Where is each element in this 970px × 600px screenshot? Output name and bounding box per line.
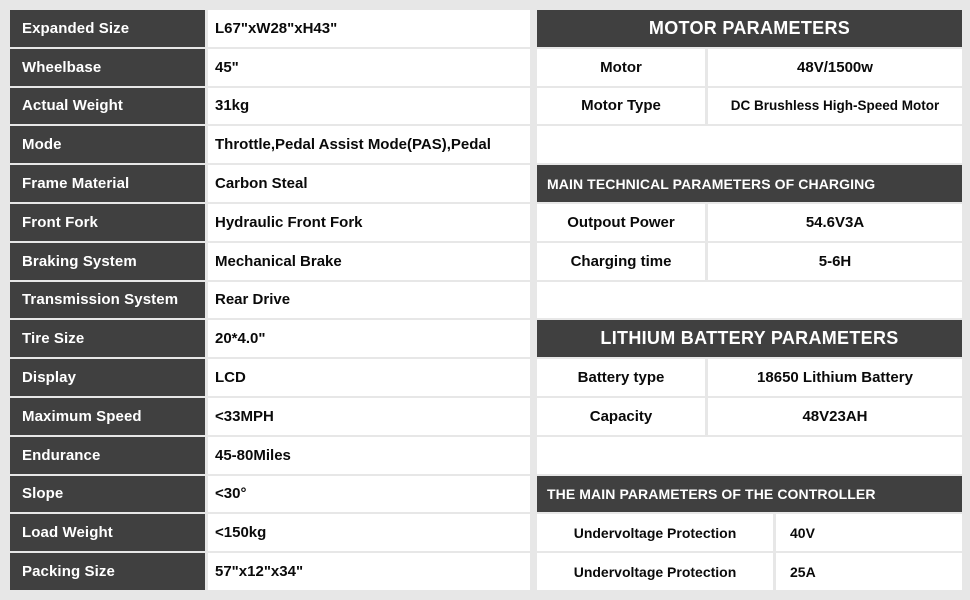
section-header: LITHIUM BATTERY PARAMETERS bbox=[537, 320, 962, 357]
spec-table-row bbox=[10, 359, 530, 396]
parameter-row bbox=[537, 553, 962, 590]
spec-label: Expanded Size bbox=[10, 10, 205, 47]
spacer-cell bbox=[537, 282, 962, 319]
parameter-label: Undervoltage Protection bbox=[537, 553, 773, 590]
spec-value: Hydraulic Front Fork bbox=[208, 204, 530, 241]
spec-label: Maximum Speed bbox=[10, 398, 205, 435]
spec-table-row bbox=[10, 514, 530, 551]
spec-table-row bbox=[10, 320, 530, 357]
spec-label: Tire Size bbox=[10, 320, 205, 357]
parameter-value: 5-6H bbox=[708, 243, 962, 280]
spec-label: Actual Weight bbox=[10, 88, 205, 125]
params-panel bbox=[537, 10, 962, 592]
spec-table-row bbox=[10, 282, 530, 319]
spec-value: 57"x12"x34" bbox=[208, 553, 530, 590]
spec-label: Transmission System bbox=[10, 282, 205, 319]
parameter-row bbox=[537, 398, 962, 435]
section-header: MOTOR PARAMETERS bbox=[537, 10, 962, 47]
spec-value: 31kg bbox=[208, 88, 530, 125]
spec-value: Mechanical Brake bbox=[208, 243, 530, 280]
spec-table-row bbox=[10, 49, 530, 86]
parameter-label: Battery type bbox=[537, 359, 705, 396]
spec-value: L67"xW28"xH43" bbox=[208, 10, 530, 47]
spec-value: <30° bbox=[208, 476, 530, 513]
spec-value: Rear Drive bbox=[208, 282, 530, 319]
spec-value: Carbon Steal bbox=[208, 165, 530, 202]
parameter-value: 54.6V3A bbox=[708, 204, 962, 241]
parameter-label: Charging time bbox=[537, 243, 705, 280]
parameter-label: Motor bbox=[537, 49, 705, 86]
parameter-row bbox=[537, 359, 962, 396]
parameter-label: Capacity bbox=[537, 398, 705, 435]
spec-value: 45-80Miles bbox=[208, 437, 530, 474]
spec-table-row bbox=[10, 243, 530, 280]
spec-label: Mode bbox=[10, 126, 205, 163]
parameter-row bbox=[537, 243, 962, 280]
parameter-value: DC Brushless High-Speed Motor bbox=[708, 88, 962, 125]
spec-label: Frame Material bbox=[10, 165, 205, 202]
spec-value: Throttle,Pedal Assist Mode(PAS),Pedal bbox=[208, 126, 530, 163]
parameter-row bbox=[537, 49, 962, 86]
parameter-value: 48V23AH bbox=[708, 398, 962, 435]
parameter-value: 40V bbox=[776, 514, 962, 551]
parameter-label: Motor Type bbox=[537, 88, 705, 125]
spec-label: Braking System bbox=[10, 243, 205, 280]
spec-value: <33MPH bbox=[208, 398, 530, 435]
spec-table-row bbox=[10, 476, 530, 513]
spec-label: Wheelbase bbox=[10, 49, 205, 86]
spacer-cell bbox=[537, 126, 962, 163]
spec-label: Endurance bbox=[10, 437, 205, 474]
spec-table-row bbox=[10, 126, 530, 163]
parameter-row bbox=[537, 88, 962, 125]
section-header: THE MAIN PARAMETERS OF THE CONTROLLER bbox=[537, 476, 962, 513]
parameter-row bbox=[537, 514, 962, 551]
spec-label: Front Fork bbox=[10, 204, 205, 241]
parameter-value: 18650 Lithium Battery bbox=[708, 359, 962, 396]
spec-table-row bbox=[10, 88, 530, 125]
spec-value: LCD bbox=[208, 359, 530, 396]
spec-value: <150kg bbox=[208, 514, 530, 551]
spec-label: Slope bbox=[10, 476, 205, 513]
spacer-cell bbox=[537, 437, 962, 474]
spec-label: Load Weight bbox=[10, 514, 205, 551]
section-header: MAIN TECHNICAL PARAMETERS OF CHARGING bbox=[537, 165, 962, 202]
spacer-row bbox=[537, 282, 962, 319]
parameter-label: Undervoltage Protection bbox=[537, 514, 773, 551]
spec-table-row bbox=[10, 204, 530, 241]
parameter-row bbox=[537, 204, 962, 241]
spacer-row bbox=[537, 126, 962, 163]
spec-label: Display bbox=[10, 359, 205, 396]
spec-label: Packing Size bbox=[10, 553, 205, 590]
spec-table-row bbox=[10, 553, 530, 590]
spacer-row bbox=[537, 437, 962, 474]
spec-table-row bbox=[10, 398, 530, 435]
parameter-value: 25A bbox=[776, 553, 962, 590]
spec-value: 20*4.0" bbox=[208, 320, 530, 357]
spec-table-row bbox=[10, 165, 530, 202]
parameter-value: 48V/1500w bbox=[708, 49, 962, 86]
spec-table-row bbox=[10, 10, 530, 47]
parameter-label: Outpout Power bbox=[537, 204, 705, 241]
spec-value: 45" bbox=[208, 49, 530, 86]
spec-table bbox=[10, 10, 530, 592]
spec-table-row bbox=[10, 437, 530, 474]
